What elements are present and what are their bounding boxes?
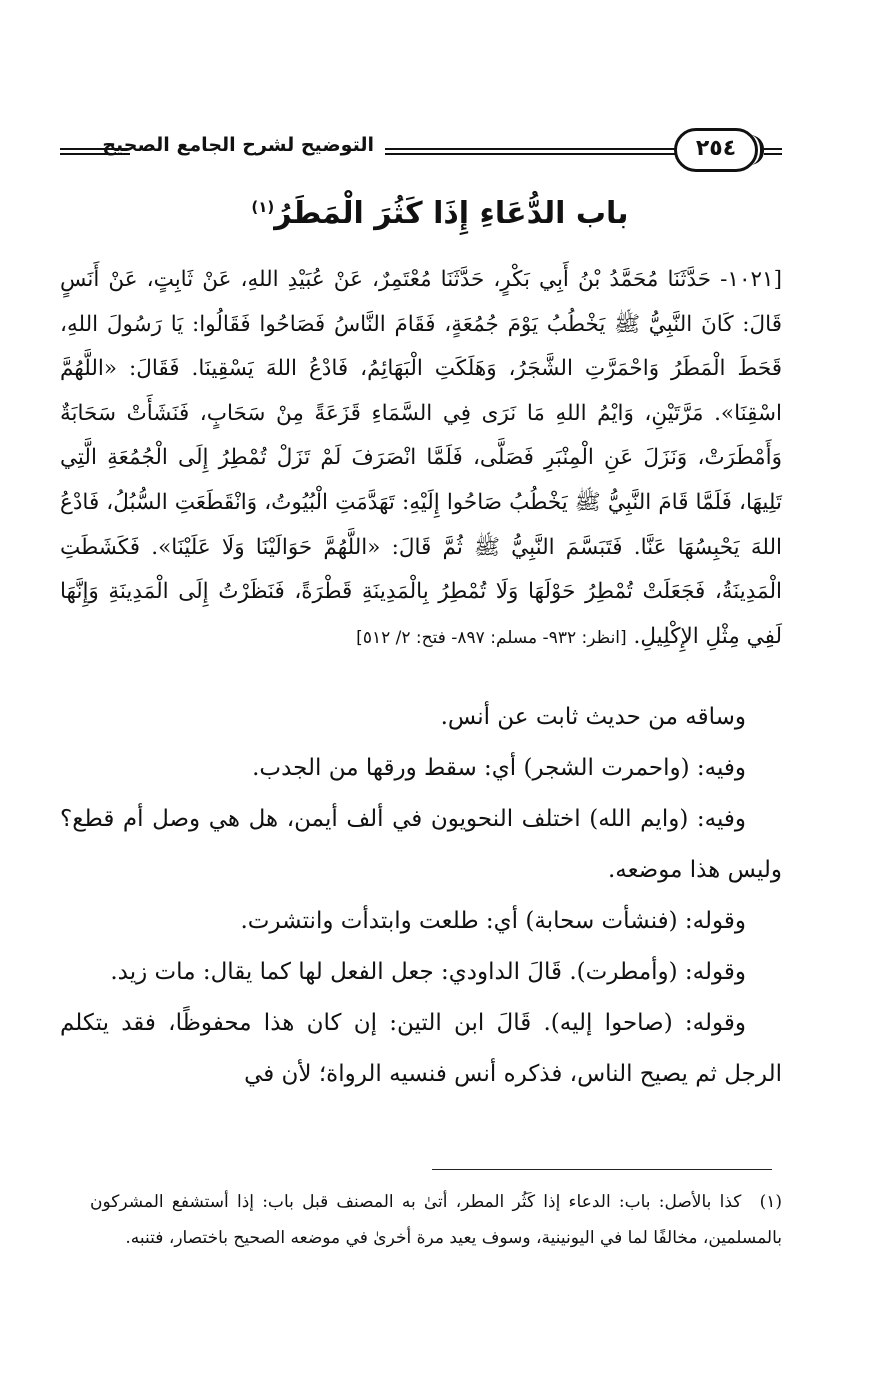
commentary-block bbox=[60, 692, 782, 1100]
running-title: التوضيح لشرح الجامع الصحيح bbox=[102, 134, 374, 156]
commentary-paragraph: وقوله: (صاحوا إليه). قَالَ ابن التين: إن كان هذا محفوظًا، فقد يتكلم الرجل ثم يصيح الناس، فذكره أنس فنسيه الرواة؛ لأن في bbox=[60, 1010, 782, 1087]
commentary-paragraph: وفيه: (وايم الله) اختلف النحويون في ألف أيمن، هل هي وصل أم قطع؟ وليس هذا موضعه. bbox=[60, 806, 782, 883]
hadith-block bbox=[60, 258, 782, 660]
commentary-paragraph: وقوله: (فنشأت سحابة) أي: طلعت وابتدأت وانتشرت. bbox=[240, 908, 746, 934]
header-rule-right bbox=[764, 148, 782, 155]
footnote-marker: (١) bbox=[759, 1192, 782, 1212]
commentary-paragraph: وساقه من حديث ثابت عن أنس. bbox=[440, 704, 746, 730]
page-number: ٢٥٤ bbox=[695, 136, 737, 161]
header-rule-middle bbox=[385, 148, 675, 155]
chapter-footnote-marker: (١) bbox=[251, 198, 275, 216]
hadith-reference: [انظر: ٩٣٢- مسلم: ٨٩٧- فتح: ٢/ ٥١٢] bbox=[356, 627, 627, 648]
chapter-heading bbox=[100, 196, 780, 231]
commentary-paragraph: وفيه: (واحمرت الشجر) أي: سقط ورقها من الجدب. bbox=[252, 755, 746, 781]
running-header bbox=[60, 128, 782, 182]
page-number-frame bbox=[674, 128, 758, 172]
footnote-text: كذا بالأصل: باب: الدعاء إذا كَثُر المطر، أتىٰ به المصنف قبل باب: إذا أستشفع المشركون بالمسلمين، مخالفًا لما في اليونينية، وسوف يعيد مرة أخرىٰ في موضعه الصحيح باختصار، فتنبه. bbox=[90, 1192, 782, 1248]
commentary-paragraph: وقوله: (وأمطرت). قَالَ الداودي: جعل الفعل لها كما يقال: مات زيد. bbox=[110, 959, 746, 985]
hadith-text: [١٠٢١- حَدَّثَنَا مُحَمَّدُ بْنُ أَبِي بَكْرٍ، حَدَّثَنَا مُعْتَمِرٌ، عَنْ عُبَيْدِ اللهِ، عَنْ ثَابِتٍ، عَنْ أَنَسٍ قَالَ: كَانَ النَّبِيُّ ﷺ يَخْطُبُ يَوْمَ جُمُعَةٍ، فَقَامَ النَّاسُ فَصَاحُوا فَقَالُوا: يَا رَسُولَ اللهِ، قَحَطَ الْمَطَرُ وَاحْمَرَّتِ الشَّجَرُ، وَهَلَكَتِ الْبَهَائِمُ، فَادْعُ اللهَ يَسْقِينَا. فَقَالَ: «اللَّهُمَّ اسْقِنَا». مَرَّتَيْنِ، وَايْمُ اللهِ مَا نَرَى فِي السَّمَاءِ قَزَعَةً مِنْ سَحَابٍ، فَنَشَأَتْ سَحَابَةٌ وَأَمْطَرَتْ، وَنَزَلَ عَنِ الْمِنْبَرِ فَصَلَّى، فَلَمَّا انْصَرَفَ لَمْ تَزَلْ تُمْطِرُ إِلَى الْجُمُعَةِ الَّتِي تَلِيهَا، فَلَمَّا قَامَ النَّبِيُّ ﷺ يَخْطُبُ صَاحُوا إِلَيْهِ: تَهَدَّمَتِ الْبُيُوتُ، وَانْقَطَعَتِ السُّبُلُ، فَادْعُ اللهَ يَحْبِسُهَا عَنَّا. فَتَبَسَّمَ النَّبِيُّ ﷺ ثُمَّ قَالَ: «اللَّهُمَّ حَوَالَيْنَا وَلَا عَلَيْنَا». فَكَشَطَتِ الْمَدِينَةُ، فَجَعَلَتْ تُمْطِرُ حَوْلَهَا وَلَا تُمْطِرُ بِالْمَدِينَةِ قَطْرَةً، فَنَظَرْتُ إِلَى الْمَدِينَةِ وَإِنَّهَا لَفِي مِثْلِ الإِكْلِيلِ. bbox=[60, 267, 782, 649]
footnote-separator bbox=[432, 1169, 772, 1170]
footnote bbox=[90, 1184, 782, 1256]
chapter-title: باب الدُّعَاءِ إِذَا كَثُرَ الْمَطَرُ bbox=[274, 196, 629, 231]
